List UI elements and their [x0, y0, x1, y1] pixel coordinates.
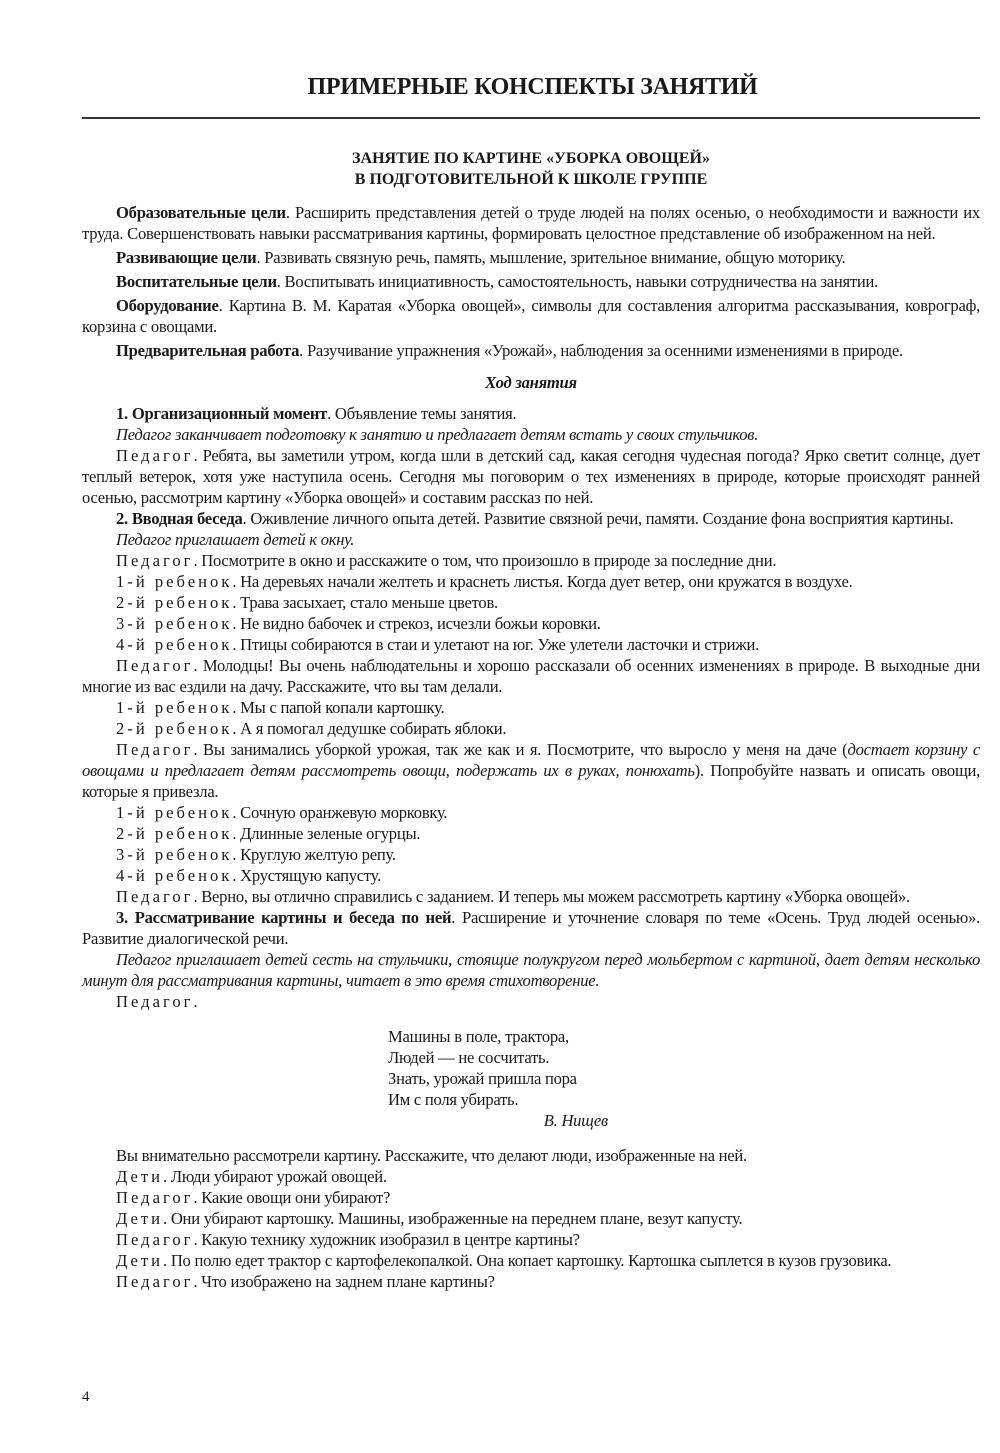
speaker-name: Педагог	[116, 551, 194, 570]
paragraph	[82, 508, 980, 529]
paragraph-text: . Сочную оранжевую морковку.	[232, 803, 448, 822]
paragraph	[82, 550, 980, 571]
italic-text: достает корзину с овощами и предлагает детям рассмотреть овощи, подержать их в руках, понюхать	[82, 740, 980, 780]
dialogue	[82, 1145, 980, 1292]
paragraph-text: . Расширить представления детей о труде людей на полях осенью, о необходимости и важности их труда. Совершенствовать навыки рассматривания картины, формировать целостное представление об изображенном на ней.	[82, 203, 980, 243]
poem-line: Машины в поле, трактора,	[388, 1027, 569, 1046]
paragraph	[82, 907, 980, 949]
paragraph	[82, 271, 980, 292]
paragraph-text: . Длинные зеленые огурцы.	[232, 824, 421, 843]
page-number: 4	[82, 1389, 90, 1405]
paragraph	[82, 844, 980, 865]
paragraph	[82, 1229, 980, 1250]
paragraph	[82, 1271, 980, 1292]
poem-line: Людей — не сосчитать.	[388, 1048, 550, 1067]
paragraph-text: . Верно, вы отлично справились с заданием. И теперь мы можем рассмотреть картину «Уборка овощей».	[193, 887, 910, 906]
paragraph-text: . Трава засыхает, стало меньше цветов.	[232, 593, 498, 612]
speaker-name: Педагог	[116, 887, 194, 906]
speaker-name: 3-й ребенок	[116, 614, 233, 633]
speaker-name: 1-й ребенок	[116, 803, 233, 822]
speaker-name: Дети	[116, 1167, 164, 1186]
paragraph	[82, 403, 980, 424]
bold-lead: Образовательные цели	[116, 203, 286, 222]
italic-text: Педагог заканчивает подготовку к занятию и предлагает детям встать у своих стульчиков.	[116, 425, 759, 444]
poem-line: Им с поля убирать.	[388, 1090, 519, 1109]
paragraph-text: . Люди убирают урожай овощей.	[163, 1167, 387, 1186]
paragraph-text: . Молодцы! Вы очень наблюдательны и хорошо рассказали об осенних изменениях в природе. В выходные дни многие из вас ездили на дачу. Расскажите, что вы там делали.	[82, 656, 980, 696]
paragraph	[82, 655, 980, 697]
paragraph	[82, 1166, 980, 1187]
paragraph-text: . По полю едет трактор с картофелекопалкой. Она копает картошку. Картошка сыплется в кузов грузовика.	[163, 1251, 892, 1270]
paragraph-text: . Воспитывать инициативность, самостоятельность, навыки сотрудничества на занятии.	[276, 272, 879, 291]
paragraph-text: . Расширение и уточнение словаря по теме «Осень. Труд людей осенью». Развитие диалогической речи.	[82, 908, 980, 948]
speaker-name: 1-й ребенок	[116, 572, 233, 591]
paragraph-text: . А я помогал дедушке собирать яблоки.	[232, 719, 507, 738]
paragraph-text: . Какую технику художник изобразил в центре картины?	[193, 1230, 580, 1249]
poem-line: Знать, урожай пришла пора	[388, 1069, 577, 1088]
speaker-name: Педагог	[116, 1272, 194, 1291]
paragraph	[82, 1145, 980, 1166]
paragraph-text: . Объявление темы занятия.	[327, 404, 517, 423]
paragraph	[82, 634, 980, 655]
speaker-name: 3-й ребенок	[116, 845, 233, 864]
paragraph-text: . Круглую желтую репу.	[232, 845, 396, 864]
italic-text: Педагог приглашает детей к окну.	[116, 530, 355, 549]
paragraph-text: . Ребята, вы заметили утром, когда шли в детский сад, какая сегодня чудесная погода? Ярко светит солнце, дует теплый ветерок, хотя уже наступила осень. Сегодня мы поговорим о тех изменениях в природе, которые происходят ранней осенью, рассмотрим картину «Уборка овощей» и составим рассказ по ней.	[82, 446, 980, 507]
page-title: ПРИМЕРНЫЕ КОНСПЕКТЫ ЗАНЯТИЙ	[307, 74, 758, 100]
bold-lead: 1. Организационный момент	[116, 404, 328, 423]
paragraph	[82, 202, 980, 244]
paragraph	[82, 529, 980, 550]
speaker-name: 4-й ребенок	[116, 635, 233, 654]
paragraph	[82, 613, 980, 634]
paragraph-text: . Что изображено на заднем плане картины?	[193, 1272, 495, 1291]
paragraph	[82, 424, 980, 445]
lesson-goals	[82, 202, 980, 361]
lesson-title	[82, 148, 980, 190]
paragraph	[82, 1250, 980, 1271]
paragraph	[82, 823, 980, 844]
paragraph	[82, 739, 980, 802]
bold-lead: 2. Вводная беседа	[116, 509, 243, 528]
paragraph-text: . Не видно бабочек и стрекоз, исчезли божьи коровки.	[232, 614, 601, 633]
paragraph-text: . Они убирают картошку. Машины, изображенные на переднем плане, везут капусту.	[163, 1209, 743, 1228]
paragraph	[82, 592, 980, 613]
speaker-name: Педагог	[116, 992, 194, 1011]
paragraph-text: . Посмотрите в окно и расскажите о том, что произошло в природе за последние дни.	[193, 551, 777, 570]
italic-text: Педагог приглашает детей сесть на стульчики, стоящие полукругом перед мольбертом с картиной, дает детям несколько минут для рассматривания картины, читает в это время стихотворение.	[82, 950, 980, 990]
speaker-name: Педагог	[116, 446, 194, 465]
speaker-name: 1-й ребенок	[116, 698, 233, 717]
paragraph	[82, 247, 980, 268]
speaker-name: Педагог	[116, 740, 194, 759]
speaker-name: Дети	[116, 1209, 164, 1228]
paragraph-text: . Хрустящую капусту.	[232, 866, 381, 885]
paragraph-text: . Картина В. М. Каратая «Уборка овощей», символы для составления алгоритма рассказывания, коврограф, корзина с овощами.	[82, 296, 980, 336]
section-heading: Ход занятия	[485, 373, 577, 392]
lesson-course	[82, 403, 980, 1012]
title-rule	[82, 117, 980, 119]
paragraph-text: . Оживление личного опыта детей. Развитие связной речи, памяти. Создание фона восприятия картины.	[242, 509, 954, 528]
speaker-name: 4-й ребенок	[116, 866, 233, 885]
bold-lead: Предварительная работа	[116, 341, 300, 360]
paragraph-text: . Птицы собираются в стаи и улетают на юг. Уже улетели ласточки и стрижи.	[232, 635, 760, 654]
paragraph-text: . Какие овощи они убирают?	[193, 1188, 391, 1207]
paragraph-text: . Развивать связную речь, память, мышление, зрительное внимание, общую моторику.	[256, 248, 846, 267]
paragraph	[82, 886, 980, 907]
paragraph	[82, 340, 980, 361]
paragraph	[82, 865, 980, 886]
paragraph	[82, 571, 980, 592]
speaker-name: 2-й ребенок	[116, 824, 233, 843]
paragraph	[82, 1208, 980, 1229]
paragraph	[82, 697, 980, 718]
paragraph-text: Вы внимательно рассмотрели картину. Расскажите, что делают люди, изображенные на ней.	[116, 1146, 747, 1165]
paragraph	[82, 445, 980, 508]
paragraph-text: ). Попробуйте назвать и описать овощи, которые я привезла.	[82, 761, 980, 801]
bold-lead: Развивающие цели	[116, 248, 257, 267]
paragraph	[82, 802, 980, 823]
speaker-name: Дети	[116, 1251, 164, 1270]
bold-lead: Оборудование	[116, 296, 219, 315]
bold-lead: 3. Рассматривание картины и беседа по ней	[116, 908, 452, 927]
speaker-name: Педагог	[116, 1188, 194, 1207]
poem	[388, 1026, 608, 1131]
speaker-name: Педагог	[116, 656, 194, 675]
speaker-name: 2-й ребенок	[116, 719, 233, 738]
paragraph	[82, 1187, 980, 1208]
lesson-title-line: ЗАНЯТИЕ ПО КАРТИНЕ «УБОРКА ОВОЩЕЙ»	[352, 150, 710, 167]
paragraph-text: . На деревьях начали желтеть и краснеть листья. Когда дует ветер, они кружатся в воздухе.	[232, 572, 853, 591]
document-body	[82, 202, 980, 1292]
speaker-name: 2-й ребенок	[116, 593, 233, 612]
paragraph	[82, 295, 980, 337]
paragraph	[82, 718, 980, 739]
paragraph	[82, 949, 980, 991]
bold-lead: Воспитательные цели	[116, 272, 277, 291]
speaker-name: Педагог	[116, 1230, 194, 1249]
paragraph	[82, 991, 980, 1012]
poem-author: В. Нищев	[543, 1111, 608, 1130]
paragraph-text: . Мы с папой копали картошку.	[232, 698, 445, 717]
paragraph-text: . Разучивание упражнения «Урожай», наблюдения за осенними изменениями в природе.	[299, 341, 903, 360]
paragraph-text: . Вы занимались уборкой урожая, так же как и я. Посмотрите, что выросло у меня на даче (	[193, 740, 848, 759]
paragraph-text: .	[193, 992, 198, 1011]
lesson-title-line: В ПОДГОТОВИТЕЛЬНОЙ К ШКОЛЕ ГРУППЕ	[354, 171, 708, 188]
